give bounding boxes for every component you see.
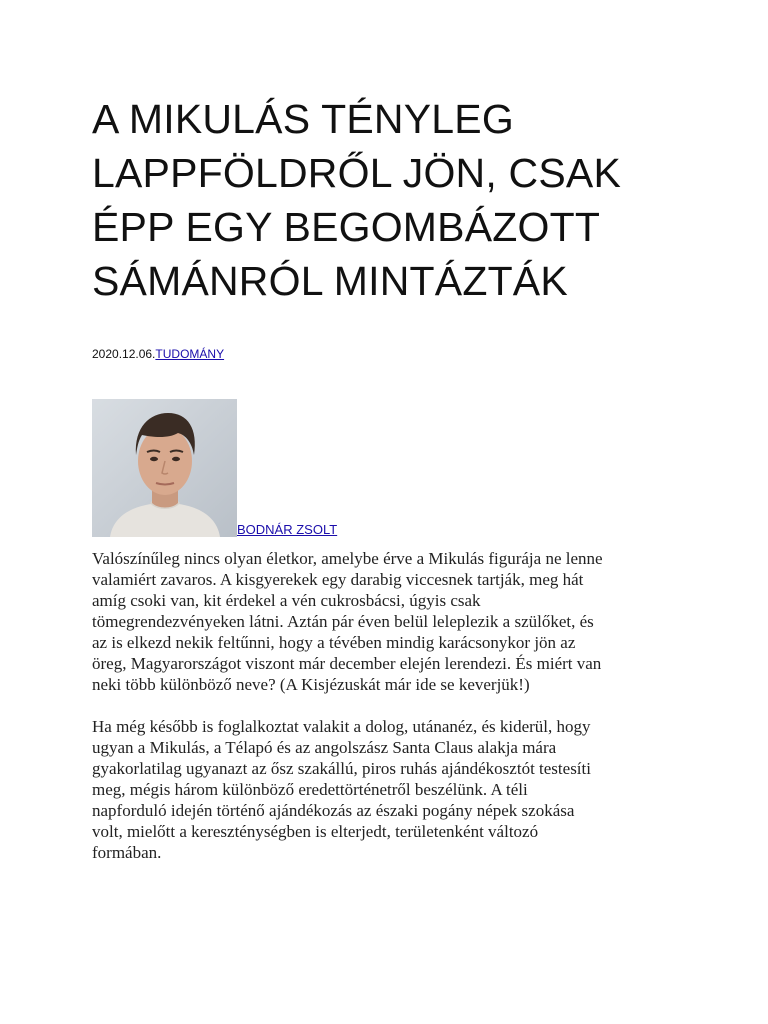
text-line: amíg csoki van, kit érdekel a vén cukrosbácsi, úgyis csak <box>92 591 481 610</box>
article-body <box>92 548 692 884</box>
text-line: valamiért zavaros. A kisgyerekek egy darabig viccesnek tartják, meg hát <box>92 570 584 589</box>
author-photo <box>92 399 237 537</box>
title-line: A MIKULÁS TÉNYLEG <box>92 96 514 142</box>
category-link[interactable]: TUDOMÁNY <box>155 347 225 361</box>
paragraph <box>92 548 692 695</box>
publish-date: 2020.12.06. <box>92 347 156 361</box>
text-line: tömegrendezvényeken látni. Aztán pár éven belül leleplezik a szülőket, és <box>92 612 594 631</box>
paragraph <box>92 716 692 863</box>
text-line: napforduló idején történő ajándékozás az északi pogány népek szokása <box>92 801 575 820</box>
text-line: gyakorlatilag ugyanazt az ősz szakállú, piros ruhás ajándékosztót testesíti <box>92 759 591 778</box>
text-line: Valószínűleg nincs olyan életkor, amelybe érve a Mikulás figurája ne lenne <box>92 549 603 568</box>
title-line: ÉPP EGY BEGOMBÁZOTT <box>92 204 601 250</box>
text-line: öreg, Magyarországot viszont már december elején lerendezi. És miért van <box>92 654 602 673</box>
text-line: ugyan a Mikulás, a Télapó és az angolszász Santa Claus alakja mára <box>92 738 557 757</box>
article-title <box>92 92 692 308</box>
text-line: neki több különböző neve? (A Kisjézuskát már ide se keverjük!) <box>92 675 530 694</box>
title-line: SÁMÁNRÓL MINTÁZTÁK <box>92 258 568 304</box>
article-meta <box>92 346 224 362</box>
title-line: LAPPFÖLDRŐL JÖN, CSAK <box>92 150 621 196</box>
text-line: volt, mielőtt a kereszténységben is elterjedt, területenként változó <box>92 822 539 841</box>
text-line: formában. <box>92 843 162 862</box>
text-line: az is elkezd nekik feltűnni, hogy a tévében mindig karácsonykor jön az <box>92 633 576 652</box>
author-block <box>92 399 692 539</box>
text-line: Ha még később is foglalkoztat valakit a dolog, utánanéz, és kiderül, hogy <box>92 717 591 736</box>
author-portrait-image <box>92 399 237 537</box>
text-line: meg, mégis három különböző eredettörténetről beszélünk. A téli <box>92 780 528 799</box>
author-link[interactable]: BODNÁR ZSOLT <box>237 522 338 537</box>
